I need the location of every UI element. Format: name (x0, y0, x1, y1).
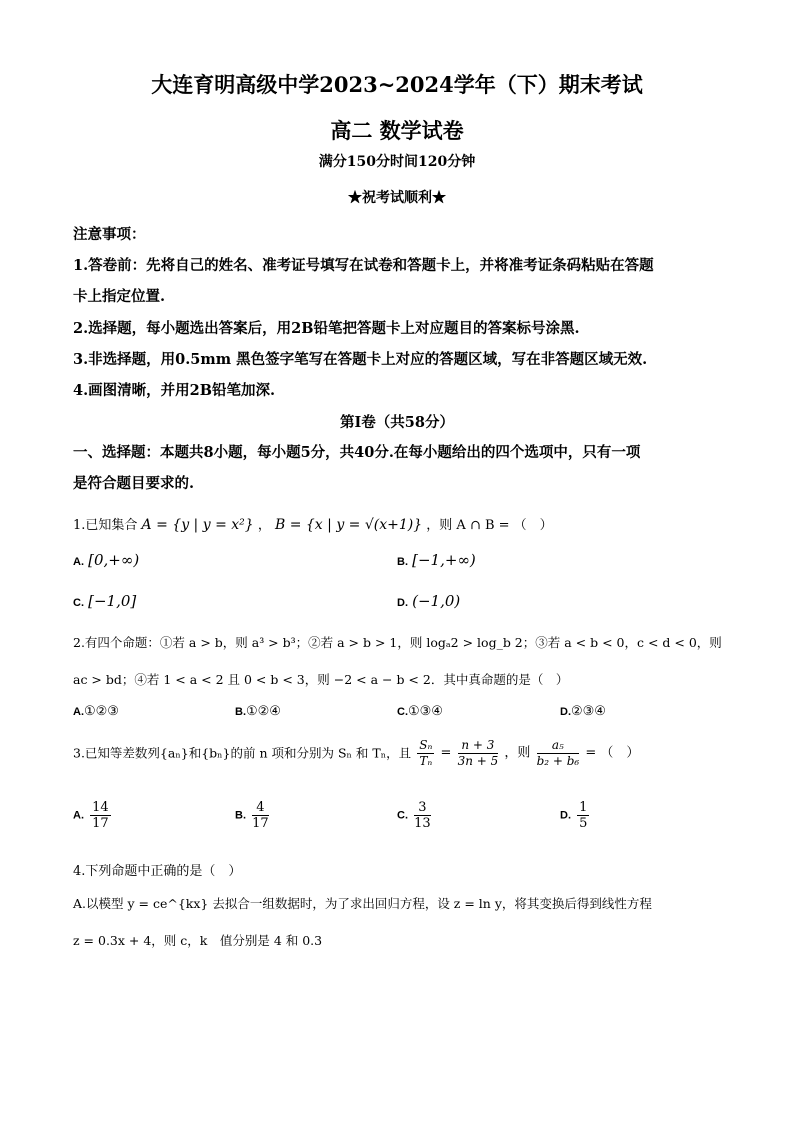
section-desc-2: 是符合题目要求的. (73, 475, 195, 492)
q3-ratio-fraction (417, 738, 434, 769)
fraction-denominator: 17 (92, 816, 109, 831)
q1-option-c[interactable] (73, 592, 136, 610)
q1-set-b: B = {x | y = √(x+1)} (274, 517, 423, 533)
fraction-numerator: 4 (252, 800, 269, 816)
q1-comma: ， (257, 518, 271, 533)
question-3 (73, 738, 639, 769)
fraction-denominator: 5 (579, 816, 588, 831)
q1-option-b[interactable] (397, 551, 476, 569)
equals-sign: = (440, 745, 452, 761)
q2-option-b[interactable] (235, 704, 281, 719)
option-text: [−1,+∞) (412, 551, 476, 569)
option-label: A. (73, 706, 84, 718)
q3-option-c[interactable] (397, 800, 433, 831)
q1-set-a: A = {y | y = x²} (141, 517, 254, 533)
q1-suffix: ，则 A ∩ B = （ ） (426, 518, 553, 533)
option-label: D. (397, 597, 408, 609)
fraction-denominator: 3n + 5 (457, 754, 499, 768)
q1-option-a[interactable] (73, 551, 139, 569)
fraction-denominator: b₂ + b₆ (536, 754, 580, 768)
good-luck-wish: ★祝考试顺利★ (348, 190, 446, 206)
q2-line-2: ac > bd；④若 1 < a < 2 且 0 < b < 3，则 −2 < a − b < 2．其中真命题的是（ ） (73, 672, 569, 687)
fraction-numerator: 3 (414, 800, 431, 816)
option-fraction (252, 800, 269, 831)
fraction-numerator: Sₙ (419, 738, 433, 752)
notes-heading: 注意事项： (73, 226, 146, 243)
option-text: (−1,0) (412, 592, 461, 610)
fraction-denominator: Tₙ (419, 754, 433, 768)
q1-prefix: 1.已知集合 (73, 518, 138, 533)
section-title: 第Ⅰ卷（共58分） (340, 414, 454, 431)
q1-option-d[interactable] (397, 592, 460, 610)
option-fraction (577, 800, 589, 831)
option-label: D. (560, 706, 571, 718)
score-time: 满分150分时间120分钟 (318, 154, 476, 170)
note-item-1a: 1.答卷前：先将自己的姓名、准考证号填写在试卷和答题卡上，并将准考证条码粘贴在答题 (73, 257, 654, 274)
fraction-numerator: 14 (92, 800, 109, 815)
q3-suffix: = （ ） (585, 745, 640, 761)
q3-expression-fraction (458, 738, 499, 769)
option-label: B. (397, 556, 408, 568)
fraction-denominator: 17 (252, 816, 269, 831)
option-label: D. (560, 809, 571, 822)
fraction-numerator: n + 3 (458, 738, 499, 754)
option-text: ①②③ (84, 704, 119, 719)
option-label: C. (397, 809, 408, 822)
q3-option-a[interactable] (73, 800, 113, 831)
exam-title: 大连育明高级中学2023~2024学年（下）期末考试 (151, 72, 643, 97)
q3-option-d[interactable] (560, 800, 591, 831)
option-text: [0,+∞) (88, 551, 140, 569)
q3-ask-fraction (537, 738, 580, 769)
option-text: ①②④ (246, 704, 281, 719)
option-fraction (90, 800, 111, 831)
option-fraction (414, 800, 431, 831)
exam-subtitle: 高二 数学试卷 (330, 118, 464, 143)
section-desc-1: 一、选择题：本题共8小题，每小题5分，共40分.在每小题给出的四个选项中，只有一项 (73, 444, 641, 461)
q2-option-d[interactable] (560, 704, 606, 719)
option-label: B. (235, 809, 246, 822)
question-1 (73, 512, 553, 538)
q4-option-a-line-2: z = 0.3x + 4，则 c，k 值分别是 4 和 0.3 (73, 933, 323, 948)
q4-option-a-line-1[interactable]: A.以模型 y = ce^{kx} 去拟合一组数据时，为了求出回归方程，设 z = ln y，将其变换后得到线性方程 (73, 896, 652, 911)
q2-option-c[interactable] (397, 704, 443, 719)
q3-option-b[interactable] (235, 800, 271, 831)
fraction-denominator: 13 (414, 816, 431, 831)
note-item-1b: 卡上指定位置. (73, 288, 166, 305)
option-label: B. (235, 706, 246, 718)
q4-stem: 4.下列命题中正确的是（ ） (73, 864, 242, 879)
q3-mid: ，则 (504, 745, 531, 761)
note-item-3: 3.非选择题，用0.5mm 黑色签字笔写在答题卡上对应的答题区域，写在非答题区域无效. (73, 351, 648, 368)
note-item-4: 4.画图清晰，并用2B铅笔加深. (73, 382, 276, 399)
q3-prefix: 3.已知等差数列{aₙ}和{bₙ}的前 n 项和分别为 Sₙ 和 Tₙ，且 (73, 745, 412, 761)
option-text: ②③④ (571, 704, 606, 719)
option-label: A. (73, 809, 84, 822)
fraction-numerator: a₅ (537, 738, 580, 754)
q2-line-1: 2.有四个命题：①若 a > b，则 a³ > b³；②若 a > b > 1，则 logₐ2 > log_b 2；③若 a < b < 0，c < d < 0，则 (73, 635, 722, 650)
option-label: C. (73, 597, 84, 609)
option-text: ①③④ (408, 704, 443, 719)
option-label: A. (73, 556, 84, 568)
option-text: [−1,0] (88, 592, 137, 610)
note-item-2: 2.选择题，每小题选出答案后，用2B铅笔把答题卡上对应题目的答案标号涂黑. (73, 320, 580, 337)
q2-option-a[interactable] (73, 704, 119, 719)
option-label: C. (397, 706, 408, 718)
fraction-numerator: 1 (579, 800, 588, 815)
